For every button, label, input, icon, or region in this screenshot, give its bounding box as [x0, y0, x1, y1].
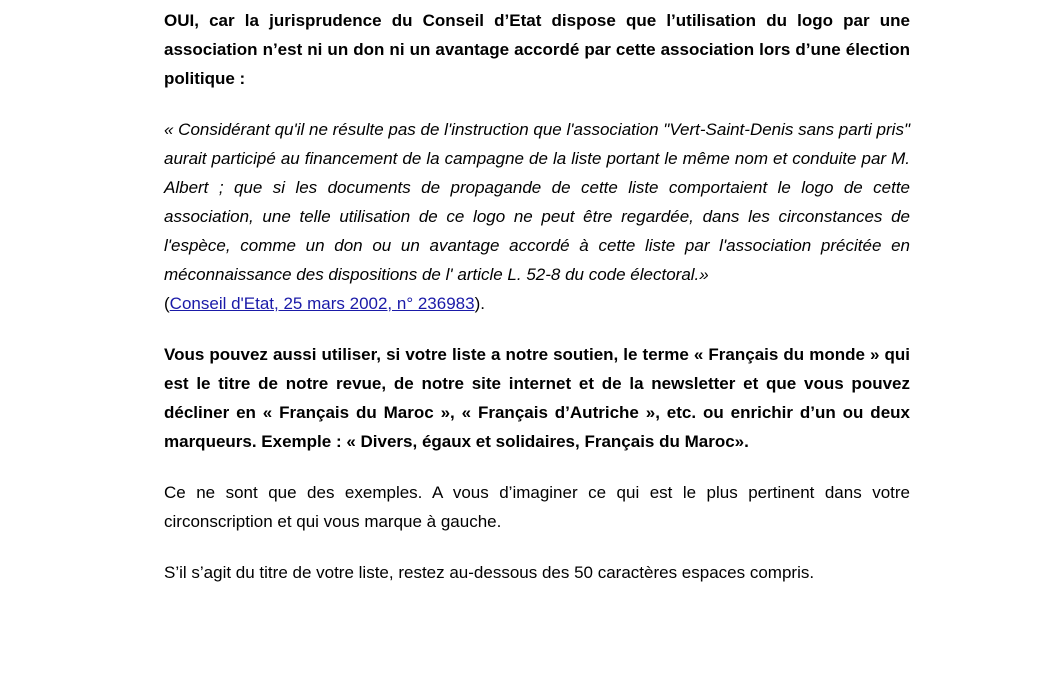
document-body — [164, 6, 910, 587]
list-title-paragraph: S’il s’agit du titre de votre liste, restez au-dessous des 50 caractères espaces compris. — [164, 563, 815, 582]
citation-close-paren: ). — [474, 294, 485, 313]
citation-open-paren: ( — [164, 294, 170, 313]
examples-paragraph: Ce ne sont que des exemples. A vous d’imaginer ce qui est le plus pertinent dans votre circonscription et qui vous marque à gauche. — [164, 483, 910, 531]
soutien-paragraph: Vous pouvez aussi utiliser, si votre liste a notre soutien, le terme « Français du monde » qui est le titre de notre revue, de notre site internet et de la newsletter et que vous pouvez décliner en « Français du Maroc », « Français d’Autriche », etc. ou enrichir d’un ou deux marqueurs. Exemple : « Divers, égaux et solidaires, Français du Maroc». — [164, 345, 910, 451]
jurisprudence-quote: « Considérant qu'il ne résulte pas de l'instruction que l'association "Vert-Saint-Denis sans parti pris" aurait participé au financement de la campagne de la liste portant le même nom et conduite par M. Albert ; que si les documents de propagande de cette liste comportaient le logo de cette association, une telle utilisation de ce logo ne peut être regardée, dans les circonstances de l'espèce, comme un don ou un avantage accordé à cette liste par l'association précitée en méconnaissance des dispositions de l' article L. 52-8 du code électoral.» — [164, 120, 910, 284]
citation-link[interactable]: Conseil d'Etat, 25 mars 2002, n° 236983 — [169, 294, 475, 313]
citation-line — [164, 289, 910, 318]
intro-paragraph: OUI, car la jurisprudence du Conseil d’Etat dispose que l’utilisation du logo par une association n’est ni un don ni un avantage accordé par cette association lors d’une élection politique : — [164, 11, 910, 88]
